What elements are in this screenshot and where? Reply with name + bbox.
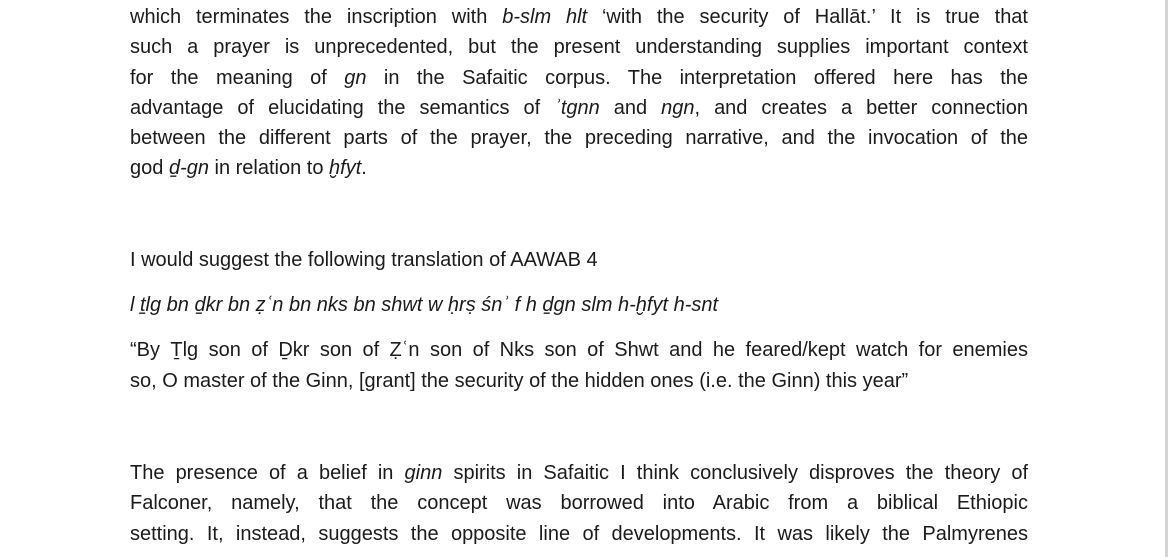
text-line: such a prayer is unprecedented, but the present understanding supplies important context [130,36,1028,59]
paragraph-ginn-belief [130,458,1028,549]
text-run: The presence of a belief in [130,461,405,484]
text-line [130,2,1028,32]
text-run: . [361,157,367,180]
text-line: “By Ṯlg son of Ḏkr son of Ẓʿn son of Nks son of Shwt and he feared/kept watch for enemies [130,339,1028,362]
text-run: in relation to [208,157,330,180]
italic-term: ginn [404,461,443,484]
text-line [130,153,1028,183]
text-line: Falconer, namely, that the concept was borrowed into Arabic from a biblical Ethiopic [130,492,1028,515]
text-run: ‘with the security of Hallāt.’ It is true that [587,6,1028,28]
text-line: so, O master of the Ginn, [grant] the security of the hidden ones (i.e. the Ginn) this year” [130,369,909,392]
text-run: advantage of elucidating the semantics of [130,96,555,119]
italic-term: b-slm hlt [502,6,588,28]
italic-term: ḫfyt [329,157,362,180]
italic-term: ʾtgnn [554,96,600,119]
paragraph-transliteration: l ṯlg bn ḏkr bn ẓʿn bn nks bn shwt w ḥrṣ śnʾ f h ḏgn slm h-ḫfyt h-snt [130,294,719,317]
paragraph-prayer-context [130,2,1028,184]
text-run: and [599,96,662,119]
text-line: setting. It, instead, suggests the opposite line of developments. It was likely the Palmyrenes [130,522,1028,545]
text-run: , and creates a better connection [694,96,1028,119]
italic-term: ḏ-gn [168,157,209,180]
text-run: which terminates the inscription with [130,6,503,28]
paragraph-translation [130,335,1028,396]
text-run: god [130,157,169,180]
paragraph-suggestion: I would suggest the following translation of AAWAB 4 [130,248,598,271]
text-line [130,458,1028,488]
text-line [130,63,1028,93]
document-body [130,2,1028,549]
italic-term: gn [344,66,367,89]
text-line [130,93,1028,123]
text-line: between the different parts of the prayer, the preceding narrative, and the invocation of the [130,127,1028,150]
italic-term: ngn [661,96,695,119]
text-run: for the meaning of [130,66,345,89]
text-run: spirits in Safaitic I think conclusively disproves the theory of [442,461,1029,484]
text-run: in the Safaitic corpus. The interpretation offered here has the [366,66,1028,89]
